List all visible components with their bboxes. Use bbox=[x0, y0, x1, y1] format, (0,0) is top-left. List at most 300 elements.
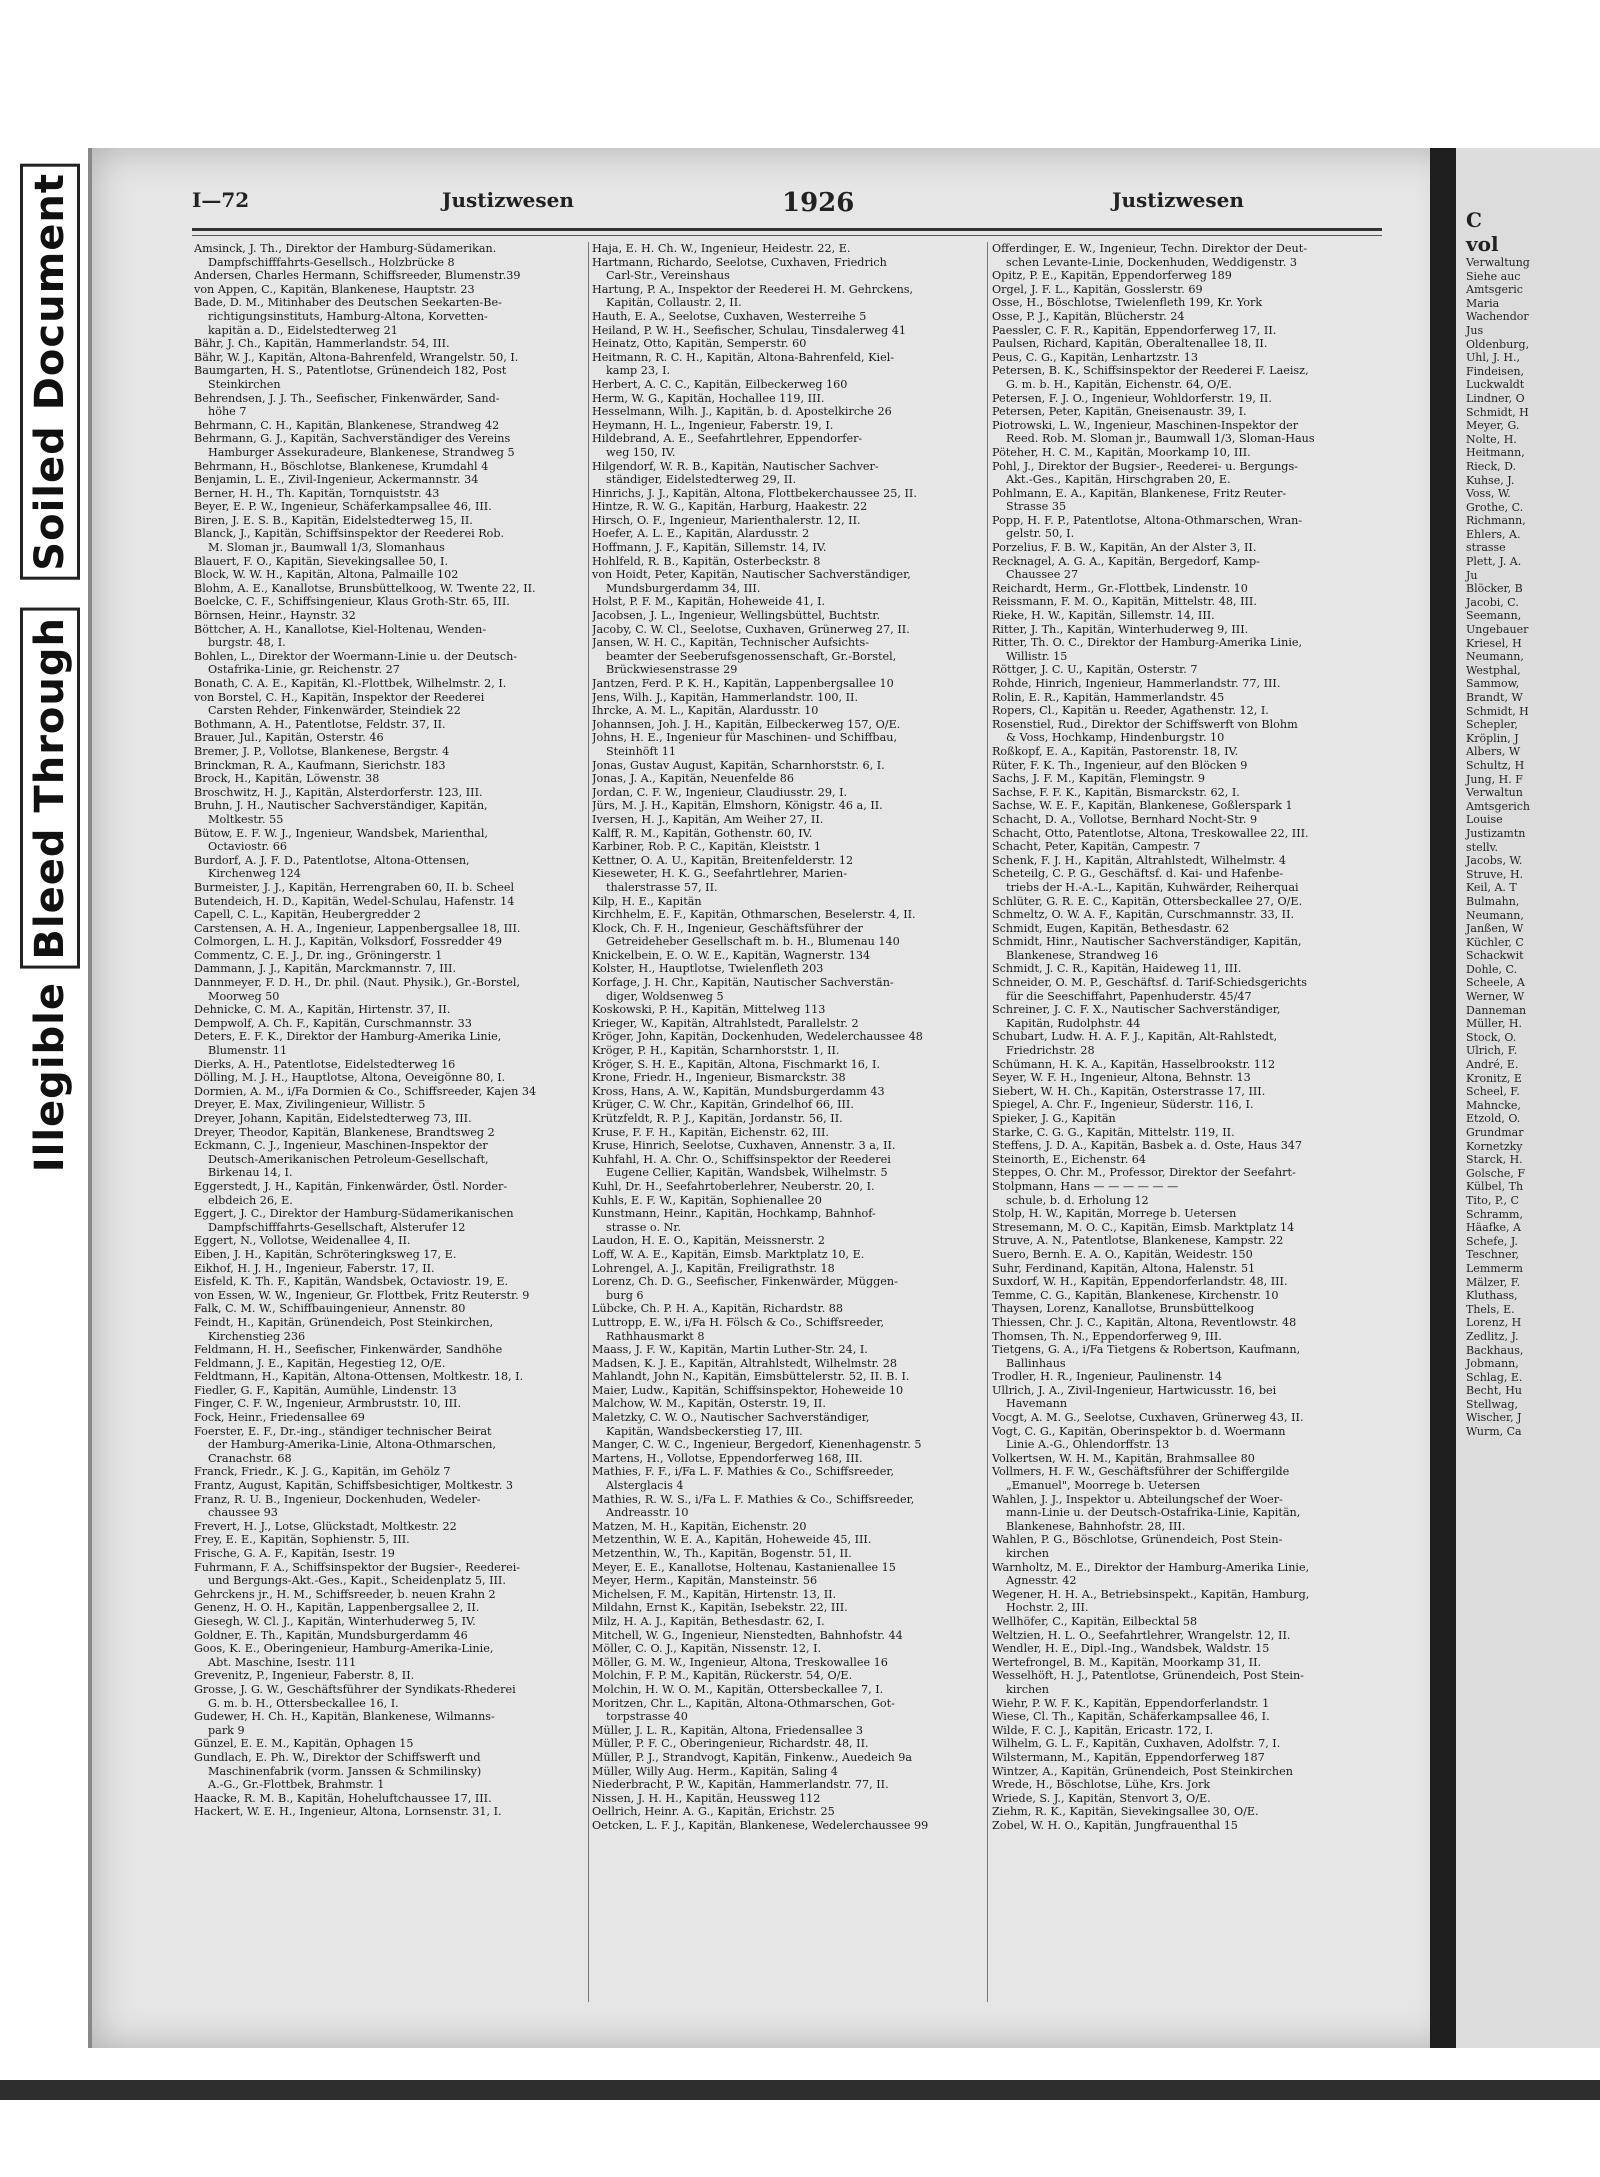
directory-entry: Schubart, Ludw. H. A. F. J., Kapitän, Alt-Rahlstedt, bbox=[992, 1030, 1278, 1044]
directory-entry: Warnholtz, M. E., Direktor der Hamburg-Amerika Linie, bbox=[992, 1560, 1310, 1574]
fragment-line: Becht, Hu bbox=[1466, 1384, 1522, 1398]
fragment-line: Scheel, F. bbox=[1466, 1085, 1520, 1099]
entry-continuation: Blumenstr. 11 bbox=[208, 1044, 288, 1058]
directory-entry: Rüter, F. K. Th., Ingenieur, auf den Blöcken 9 bbox=[992, 758, 1248, 772]
entry-continuation: ständiger, Eidelstedterweg 29, II. bbox=[606, 473, 797, 487]
fragment-line: Ehlers, A. bbox=[1466, 527, 1521, 541]
directory-entry: Seyer, W. F. H., Ingenieur, Altona, Behnstr. 13 bbox=[992, 1071, 1251, 1085]
fragment-line: Westphal, bbox=[1466, 663, 1521, 677]
directory-entry: Mathies, R. W. S., i/Fa L. F. Mathies & Co., Schiffsreeder, bbox=[592, 1492, 915, 1506]
directory-entry: von Appen, C., Kapitän, Blankenese, Hauptstr. 23 bbox=[194, 282, 475, 296]
directory-entry: Ritter, Th. O. C., Direktor der Hamburg-Amerika Linie, bbox=[992, 636, 1303, 650]
entry-continuation: Kirchenstieg 236 bbox=[208, 1329, 306, 1343]
directory-entry: Vocgt, A. M. G., Seelotse, Cuxhaven, Grünerweg 43, II. bbox=[992, 1411, 1304, 1425]
fragment-line: Heitmann, bbox=[1466, 446, 1525, 460]
entry-continuation: mann-Linie u. der Deutsch-Ostafrika-Linie, Kapitän, bbox=[1006, 1506, 1301, 1520]
directory-entry: Starke, C. G. G., Kapitän, Mittelstr. 119, II. bbox=[992, 1125, 1235, 1139]
directory-entry: Kilp, H. E., Kapitän bbox=[592, 894, 702, 908]
fragment-line: Neumann, bbox=[1466, 650, 1524, 664]
entry-continuation: Linie A.-G., Ohlendorffstr. 13 bbox=[1006, 1438, 1170, 1452]
directory-entry: Eisfeld, K. Th. F., Kapitän, Wandsbek, Octaviostr. 19, E. bbox=[194, 1275, 509, 1289]
fragment-line: Grothe, C. bbox=[1466, 500, 1524, 514]
header-year: 1926 bbox=[782, 188, 855, 218]
directory-entry: Klock, Ch. F. H., Ingenieur, Geschäftsführer der bbox=[592, 921, 863, 935]
directory-entry: Müller, P. F. C., Oberingenieur, Richardstr. 48, II. bbox=[592, 1737, 869, 1751]
directory-entry: Bähr, W. J., Kapitän, Altona-Bahrenfeld, Wrangelstr. 50, I. bbox=[194, 350, 519, 364]
entry-continuation: Cranachstr. 68 bbox=[208, 1451, 292, 1465]
fragment-line: Ungebauer bbox=[1466, 623, 1529, 637]
entry-continuation: der Hamburg-Amerika-Linie, Altona-Othmarschen, bbox=[208, 1438, 497, 1452]
directory-entry: Matzen, M. H., Kapitän, Eichenstr. 20 bbox=[592, 1519, 807, 1533]
directory-entry: Nissen, J. H. H., Kapitän, Heussweg 112 bbox=[592, 1791, 821, 1805]
entry-continuation: Carsten Rehder, Finkenwärder, Steindiek 22 bbox=[208, 704, 461, 718]
directory-entry: Piotrowski, L. W., Ingenieur, Maschinen-Inspektor der bbox=[992, 418, 1299, 432]
entry-continuation: Eugene Cellier, Kapitän, Wandsbek, Wilhelmstr. 5 bbox=[606, 1166, 888, 1180]
fragment-line: Amtsgeric bbox=[1466, 283, 1523, 297]
entry-continuation: beamter der Seeberufsgenossenschaft, Gr.-Borstel, bbox=[606, 649, 897, 663]
directory-entry: Wendler, H. E., Dipl.-Ing., Wandsbek, Waldstr. 15 bbox=[992, 1642, 1270, 1656]
directory-entry: Knickelbein, E. O. W. E., Kapitän, Wagnerstr. 134 bbox=[592, 948, 871, 962]
directory-entry: Rolin, E. R., Kapitän, Hammerlandstr. 45 bbox=[992, 690, 1225, 704]
entry-continuation: gelstr. 50, I. bbox=[1006, 527, 1075, 541]
directory-entry: Pohlmann, E. A., Kapitän, Blankenese, Fritz Reuter- bbox=[992, 486, 1287, 500]
directory-entry: Luttropp, E. W., i/Fa H. Fölsch & Co., Schiffsreeder, bbox=[592, 1315, 885, 1329]
fragment-line: Schefe, J. bbox=[1466, 1234, 1518, 1248]
directory-entry: Oellrich, Heinr. A. G., Kapitän, Erichstr. 25 bbox=[592, 1805, 835, 1819]
directory-entry: Eggert, J. C., Direktor der Hamburg-Südamerikanischen bbox=[194, 1207, 514, 1221]
directory-entry: Feldmann, H. H., Seefischer, Finkenwärder, Sandhöhe bbox=[194, 1343, 503, 1357]
fragment-line: Keil, A. T bbox=[1466, 881, 1517, 895]
fragment-line: Jus bbox=[1466, 323, 1484, 337]
side-label-strip bbox=[18, 150, 82, 1540]
fragment-line: Thels, E. bbox=[1466, 1302, 1515, 1316]
directory-entry: Frey, E. E., Kapitän, Sophienstr. 5, III. bbox=[194, 1533, 410, 1547]
entry-continuation: Brückwiesenstrasse 29 bbox=[606, 663, 738, 677]
fragment-line: Wurm, Ca bbox=[1466, 1425, 1522, 1439]
fragment-line: Rieck, D. bbox=[1466, 459, 1517, 473]
fragment-line: Starck, H. bbox=[1466, 1153, 1523, 1167]
directory-entry: Jens, Wilh. J., Kapitän, Hammerlandstr. 100, II. bbox=[592, 690, 859, 704]
directory-entry: Brinckman, R. A., Kaufmann, Sierichstr. 183 bbox=[194, 758, 446, 772]
document-page bbox=[88, 148, 1456, 2048]
directory-entry: Benjamin, L. E., Zivil-Ingenieur, Ackermannstr. 34 bbox=[194, 473, 479, 487]
directory-entry: Temme, C. G., Kapitän, Blankenese, Kirchenstr. 10 bbox=[992, 1288, 1279, 1302]
directory-entry: Wiehr, P. W. F. K., Kapitän, Eppendorferlandstr. 1 bbox=[992, 1696, 1270, 1710]
directory-entry: Struve, A. N., Patentlotse, Blankenese, Kampstr. 22 bbox=[992, 1234, 1284, 1248]
directory-entry: Petersen, Peter, Kapitän, Gneisenaustr. 39, I. bbox=[992, 405, 1247, 419]
fragment-line: Voss, W. bbox=[1466, 487, 1511, 501]
directory-entry: Bruhn, J. H., Nautischer Sachverständiger, Kapitän, bbox=[194, 799, 488, 813]
directory-entry: Herm, W. G., Kapitän, Hochallee 119, III. bbox=[592, 391, 825, 405]
directory-entry: Jordan, C. F. W., Ingenieur, Claudiusstr. 29, I. bbox=[592, 785, 848, 799]
directory-entry: Gudewer, H. Ch. H., Kapitän, Blankenese, Wilmanns- bbox=[194, 1710, 495, 1724]
directory-entry: Schenk, F. J. H., Kapitän, Altrahlstedt, Wilhelmstr. 4 bbox=[992, 853, 1287, 867]
fragment-line: stellv. bbox=[1466, 840, 1499, 854]
fragment-line: Stellwag, bbox=[1466, 1397, 1519, 1411]
entry-continuation: Steinhöft 11 bbox=[606, 744, 676, 758]
right-running-title: Justizwesen bbox=[1112, 188, 1244, 212]
entry-continuation: Steinkirchen bbox=[208, 377, 281, 391]
entry-continuation: strasse o. Nr. bbox=[606, 1220, 682, 1234]
entry-continuation: Maschinenfabrik (vorm. Janssen & Schmilinsky) bbox=[208, 1764, 482, 1778]
label-illegible: Illegible bbox=[27, 982, 73, 1173]
directory-entry: Roßkopf, E. A., Kapitän, Pastorenstr. 18, IV. bbox=[992, 744, 1239, 758]
directory-entry: Krieger, W., Kapitän, Altrahlstedt, Parallelstr. 2 bbox=[592, 1016, 859, 1030]
directory-entry: Burdorf, A. J. F. D., Patentlotse, Altona-Ottensen, bbox=[194, 853, 470, 867]
directory-entry: Reichardt, Herm., Gr.-Flottbek, Lindenstr. 10 bbox=[992, 581, 1248, 595]
directory-entry: Loff, W. A. E., Kapitän, Eimsb. Marktplatz 10, E. bbox=[592, 1247, 865, 1261]
fragment-line: Kriesel, H bbox=[1466, 636, 1522, 650]
directory-entry: Eckmann, C. J., Ingenieur, Maschinen-Inspektor der bbox=[194, 1139, 488, 1153]
fragment-line: Stock, O. bbox=[1466, 1030, 1517, 1044]
entry-continuation: Ostafrika-Linie, gr. Reichenstr. 27 bbox=[208, 663, 400, 677]
directory-entry: Michelsen, F. M., Kapitän, Hirtenstr. 13, II. bbox=[592, 1587, 837, 1601]
page-number: I—72 bbox=[192, 188, 250, 212]
directory-entry: Grevenitz, P., Ingenieur, Faberstr. 8, II. bbox=[194, 1669, 415, 1683]
directory-entry: Frische, G. A. F., Kapitän, Isestr. 19 bbox=[194, 1547, 395, 1560]
entry-continuation: torpstrasse 40 bbox=[606, 1710, 688, 1724]
fragment-line: Luckwaldt bbox=[1466, 378, 1525, 392]
directory-entry: Krützfeldt, R. P. J., Kapitän, Jordanstr. 56, II. bbox=[592, 1112, 843, 1125]
directory-entry: Bade, D. M., Mitinhaber des Deutschen Seekarten-Be- bbox=[194, 296, 502, 310]
entry-continuation: höhe 7 bbox=[208, 405, 247, 419]
directory-entry: Lohrengel, A. J., Kapitän, Freiligrathstr. 18 bbox=[592, 1261, 835, 1275]
directory-entry: Steffens, J. D. A., Kapitän, Basbek a. d. Oste, Haus 347 bbox=[992, 1139, 1303, 1153]
directory-entry: Kruse, Hinrich, Seelotse, Cuxhaven, Annenstr. 3 a, II. bbox=[592, 1139, 896, 1153]
label-soiled-document: Soiled Document bbox=[20, 164, 80, 580]
column-middle bbox=[592, 242, 982, 1832]
directory-entry: Berner, H. H., Th. Kapitän, Tornquiststr. 43 bbox=[194, 486, 440, 500]
directory-entry: Dehnicke, C. M. A., Kapitän, Hirtenstr. 37, II. bbox=[194, 1003, 451, 1017]
directory-entry: von Hoidt, Peter, Kapitän, Nautischer Sachverständiger, bbox=[592, 568, 911, 582]
directory-entry: Petersen, B. K., Schiffsinspektor der Reederei F. Laeisz, bbox=[992, 364, 1309, 378]
directory-entry: Wriede, S. J., Kapitän, Stenvort 3, O/E. bbox=[992, 1791, 1211, 1805]
directory-entry: Steppes, O. Chr. M., Professor, Direktor der Seefahrt- bbox=[992, 1166, 1296, 1180]
directory-entry: Pöteher, H. C. M., Kapitän, Moorkamp 10, III. bbox=[992, 445, 1251, 459]
entry-continuation: kapitän a. D., Eidelstedterweg 21 bbox=[208, 323, 398, 337]
directory-entry: Wiese, Cl. Th., Kapitän, Schäferkampsallee 46, I. bbox=[992, 1710, 1270, 1724]
directory-entry: Moritzen, Chr. L., Kapitän, Altona-Othmarschen, Got- bbox=[592, 1696, 895, 1710]
fragment-line: Bulmahn, bbox=[1466, 894, 1520, 908]
directory-entry: Grosse, J. G. W., Geschäftsführer der Syndikats-Rhederei bbox=[194, 1682, 516, 1696]
directory-entry: Müller, J. L. R., Kapitän, Altona, Friedensallee 3 bbox=[592, 1723, 863, 1737]
directory-entry: Siebert, W. H. Ch., Kapitän, Osterstrasse 17, III. bbox=[992, 1084, 1266, 1098]
directory-entry: Genenz, H. O. H., Kapitän, Lappenbergsallee 2, II. bbox=[194, 1601, 480, 1615]
directory-entry: Eiben, J. H., Kapitän, Schröteringksweg 17, E. bbox=[194, 1247, 457, 1261]
directory-entry: Kirchhelm, E. F., Kapitän, Othmarschen, Beselerstr. 4, II. bbox=[592, 908, 916, 922]
directory-entry: Rosenstiel, Rud., Direktor der Schiffswerft von Blohm bbox=[992, 717, 1298, 731]
directory-entry: Herbert, A. C. C., Kapitän, Eilbeckerweg 160 bbox=[592, 377, 848, 391]
fragment-line: Schepler, bbox=[1466, 718, 1518, 732]
entry-continuation: und Bergungs-Akt.-Ges., Kapit., Scheidenplatz 5, III. bbox=[208, 1574, 506, 1588]
entry-continuation: Andreasstr. 10 bbox=[606, 1506, 689, 1520]
directory-entry: Biren, J. E. S. B., Kapitän, Eidelstedterweg 15, II. bbox=[194, 513, 473, 527]
directory-entry: Kolster, H., Hauptlotse, Twielenfleth 203 bbox=[592, 962, 824, 976]
directory-entry: Schmidt, Hinr., Nautischer Sachverständiger, Kapitän, bbox=[992, 935, 1302, 949]
directory-entry: Hoffmann, J. F., Kapitän, Sillemstr. 14, IV. bbox=[592, 541, 827, 555]
directory-entry: Gehrckens jr., H. M., Schiffsreeder, b. neuen Krahn 2 bbox=[194, 1587, 496, 1601]
fragment-line: Schramm, bbox=[1466, 1207, 1523, 1221]
directory-entry: Möller, G. M. W., Ingenieur, Altona, Treskowallee 16 bbox=[592, 1655, 888, 1669]
directory-entry: Zobel, W. H. O., Kapitän, Jungfrauenthal 15 bbox=[992, 1818, 1238, 1832]
entry-continuation: schen Levante-Linie, Dockenhuden, Weddigenstr. 3 bbox=[1006, 255, 1298, 269]
directory-entry: Hirsch, O. F., Ingenieur, Marienthalerstr. 12, II. bbox=[592, 513, 861, 527]
entry-continuation: M. Sloman jr., Baumwall 1/3, Slomanhaus bbox=[208, 541, 445, 555]
directory-entry: Schmeltz, O. W. A. F., Kapitän, Curschmannstr. 33, II. bbox=[992, 908, 1295, 922]
directory-entry: Bonath, C. A. E., Kapitän, Kl.-Flottbek, Wilhelmstr. 2, I. bbox=[194, 677, 507, 690]
directory-entry: Sachse, W. E. F., Kapitän, Blankenese, Goßlerspark 1 bbox=[992, 799, 1293, 813]
directory-entry: Burmeister, J. J., Kapitän, Herrengraben 60, II. b. Scheel bbox=[194, 880, 515, 894]
directory-entry: Fiedler, G. F., Kapitän, Aumühle, Lindenstr. 13 bbox=[194, 1383, 457, 1397]
directory-entry: Dreyer, Theodor, Kapitän, Blankenese, Brandtsweg 2 bbox=[194, 1125, 495, 1139]
fragment-line: Verwaltung bbox=[1466, 256, 1530, 269]
column-divider bbox=[987, 242, 988, 2002]
scan-bottom-edge bbox=[0, 2080, 1600, 2100]
directory-entry: Börnsen, Heinr., Haynstr. 32 bbox=[194, 609, 356, 623]
directory-entry: Scheteilg, C. P. G., Geschäftsf. d. Kai- und Hafenbe- bbox=[992, 867, 1284, 881]
directory-entry: Andersen, Charles Hermann, Schiffsreeder, Blumenstr.39 bbox=[194, 269, 521, 283]
fragment-line: Mälzer, F. bbox=[1466, 1275, 1521, 1289]
left-running-title: Justizwesen bbox=[442, 188, 574, 212]
directory-entry: Capell, C. L., Kapitän, Heubergredder 2 bbox=[194, 908, 421, 922]
directory-entry: Trodler, H. R., Ingenieur, Paulinenstr. 14 bbox=[992, 1370, 1223, 1384]
entry-continuation: diger, Woldsenweg 5 bbox=[606, 989, 724, 1003]
directory-entry: Behrmann, G. J., Kapitän, Sachverständiger des Vereins bbox=[194, 432, 511, 446]
column-divider bbox=[588, 242, 589, 2002]
entry-continuation: chaussee 93 bbox=[208, 1506, 278, 1520]
directory-entry: Brock, H., Kapitän, Löwenstr. 38 bbox=[194, 772, 380, 786]
fragment-line: Dohle, C. bbox=[1466, 962, 1518, 976]
fragment-line: Meyer, G. bbox=[1466, 419, 1520, 433]
directory-entry: Laudon, H. E. O., Kapitän, Meissnerstr. 2 bbox=[592, 1234, 825, 1248]
directory-entry: Hartung, P. A., Inspektor der Reederei H. M. Gehrckens, bbox=[592, 282, 914, 296]
directory-entry: Dempwolf, A. Ch. F., Kapitän, Curschmannstr. 33 bbox=[194, 1016, 472, 1030]
directory-entry: Günzel, E. E. M., Kapitän, Ophagen 15 bbox=[194, 1737, 414, 1751]
fragment-line: André, E. bbox=[1466, 1058, 1519, 1072]
directory-entry: Feldtmann, H., Kapitän, Altona-Ottensen, Moltkestr. 18, I. bbox=[194, 1370, 524, 1384]
directory-entry: Kröger, S. H. E., Kapitän, Altona, Fischmarkt 16, I. bbox=[592, 1057, 880, 1071]
entry-continuation: Hamburger Assekuradeure, Blankenese, Strandweg 5 bbox=[208, 445, 515, 459]
directory-entry: Rieke, H. W., Kapitän, Sillemstr. 14, III. bbox=[992, 609, 1215, 623]
entry-continuation: Alsterglacis 4 bbox=[606, 1479, 684, 1493]
directory-entry: Goldner, E. Th., Kapitän, Mundsburgerdamm 46 bbox=[194, 1628, 468, 1642]
entry-continuation: Blankenese, Strandweg 16 bbox=[1006, 948, 1159, 962]
directory-entry: Jansen, W. H. C., Kapitän, Technischer Aufsichts- bbox=[592, 636, 870, 650]
directory-entry: Beyer, E. P. W., Ingenieur, Schäferkampsallee 46, III. bbox=[194, 500, 492, 514]
fragment-line: Jacobs, W. bbox=[1466, 854, 1523, 868]
directory-entry: Dannmeyer, F. D. H., Dr. phil. (Naut. Physik.), Gr.-Borstel, bbox=[194, 976, 521, 990]
fragment-line: Tito, P., C bbox=[1466, 1193, 1519, 1207]
directory-entry: Sachse, F. F. K., Kapitän, Bismarckstr. 62, I. bbox=[992, 785, 1240, 799]
directory-entry: Milz, H. A. J., Kapitän, Bethesdastr. 62, I. bbox=[592, 1614, 825, 1628]
fragment-line: Golsche, F bbox=[1466, 1166, 1525, 1180]
directory-entry: Block, W. W. H., Kapitän, Altona, Palmaille 102 bbox=[194, 568, 459, 582]
directory-entry: Osse, H., Böschlotse, Twielenfleth 199, Kr. York bbox=[992, 296, 1263, 310]
directory-entry: Krone, Friedr. H., Ingenieur, Bismarckstr. 38 bbox=[592, 1071, 846, 1085]
directory-entry: Petersen, F. J. O., Ingenieur, Wohldorferstr. 19, II. bbox=[992, 391, 1272, 405]
directory-entry: Wegener, H. H. A., Betriebsinspekt., Kapitän, Hamburg, bbox=[992, 1587, 1310, 1601]
fragment-line: Siehe auc bbox=[1466, 269, 1521, 283]
directory-entry: Müller, Willy Aug. Herm., Kapitän, Saling 4 bbox=[592, 1764, 838, 1778]
directory-entry: Ritter, J. Th., Kapitän, Winterhuderweg 9, III. bbox=[992, 622, 1249, 636]
directory-entry: Hauth, E. A., Seelotse, Cuxhaven, Westerreihe 5 bbox=[592, 309, 867, 323]
directory-entry: Behrmann, C. H., Kapitän, Blankenese, Strandweg 42 bbox=[194, 418, 500, 432]
fragment-line: Janßen, W bbox=[1466, 922, 1524, 936]
directory-entry: Vollmers, H. F. W., Geschäftsführer der Schiffergilde bbox=[992, 1465, 1290, 1479]
directory-entry: Franck, Friedr., K. J. G., Kapitän, im Gehölz 7 bbox=[194, 1465, 451, 1479]
directory-entry: Ihrcke, A. M. L., Kapitän, Alardusstr. 10 bbox=[592, 704, 819, 718]
directory-entry: Suero, Bernh. E. A. O., Kapitän, Weidestr. 150 bbox=[992, 1247, 1253, 1261]
directory-entry: Spiegel, A. Chr. F., Ingenieur, Süderstr. 116, I. bbox=[992, 1098, 1254, 1112]
directory-entry: Schacht, Peter, Kapitän, Campestr. 7 bbox=[992, 840, 1201, 854]
entry-continuation: A.-G., Gr.-Flottbek, Brahmstr. 1 bbox=[208, 1778, 385, 1792]
directory-entry: Johns, H. E., Ingenieur für Maschinen- und Schiffbau, bbox=[592, 731, 898, 745]
fragment-line: Uhl, J. H., bbox=[1466, 351, 1521, 365]
directory-entry: Ullrich, J. A., Zivil-Ingenieur, Hartwicusstr. 16, bei bbox=[992, 1383, 1277, 1397]
entry-continuation: Blankenese, Bahnhofstr. 28, III. bbox=[1006, 1519, 1186, 1533]
directory-entry: Kalff, R. M., Kapitän, Gothenstr. 60, IV. bbox=[592, 826, 813, 840]
directory-entry: Wertefrongel, B. M., Kapitän, Moorkamp 31, II. bbox=[992, 1655, 1262, 1669]
entry-continuation: weg 150, IV. bbox=[606, 445, 676, 459]
entry-continuation: „Emanuel", Moorrege b. Uetersen bbox=[1006, 1479, 1201, 1493]
directory-entry: Kieseweter, H. K. G., Seefahrtlehrer, Marien- bbox=[592, 867, 848, 881]
directory-entry: Molchin, F. P. M., Kapitän, Rückerstr. 54, O/E. bbox=[592, 1669, 853, 1683]
directory-entry: Wrede, H., Böschlotse, Lühe, Krs. Jork bbox=[992, 1778, 1211, 1792]
fragment-line: Schmidt, H bbox=[1466, 405, 1529, 419]
entry-continuation: Havemann bbox=[1006, 1397, 1068, 1411]
directory-entry: Suxdorf, W. H., Kapitän, Eppendorferlandstr. 48, III. bbox=[992, 1275, 1288, 1289]
directory-entry: Bohlen, L., Direktor der Woermann-Linie u. der Deutsch- bbox=[194, 649, 518, 663]
directory-entry: Reissmann, F. M. O., Kapitän, Mittelstr. 48, III. bbox=[992, 595, 1257, 609]
entry-continuation: elbdeich 26, E. bbox=[208, 1193, 293, 1207]
fragment-line: Kornetzky bbox=[1466, 1139, 1523, 1153]
entry-continuation: & Voss, Hochkamp, Hindenburgstr. 10 bbox=[1006, 731, 1225, 745]
directory-entry: Jacoby, C. W. Cl., Seelotse, Cuxhaven, Grünerweg 27, II. bbox=[592, 622, 910, 636]
directory-entry: Hackert, W. E. H., Ingenieur, Altona, Lornsenstr. 31, I. bbox=[194, 1805, 502, 1819]
directory-entry: Sachs, J. F. M., Kapitän, Flemingstr. 9 bbox=[992, 772, 1205, 786]
directory-entry: Volkertsen, W. H. M., Kapitän, Brahmsallee 80 bbox=[992, 1451, 1255, 1465]
entry-continuation: Dampfschifffahrts-Gesellsch., Holzbrücke 8 bbox=[208, 255, 455, 269]
entry-continuation: kamp 23, I. bbox=[606, 364, 671, 378]
directory-entry: Wintzer, A., Kapitän, Grünendeich, Post Steinkirchen bbox=[992, 1764, 1293, 1778]
fragment-line: Blöcker, B bbox=[1466, 582, 1523, 596]
directory-entry: Schmidt, Eugen, Kapitän, Bethesdastr. 62 bbox=[992, 921, 1230, 935]
directory-entry: Feldmann, J. E., Kapitän, Hegestieg 12, O/E. bbox=[194, 1356, 446, 1370]
fragment-line: Kröplin, J bbox=[1466, 731, 1519, 745]
fragment-line: Grundmar bbox=[1466, 1126, 1524, 1139]
fragment-line: Wischer, J bbox=[1466, 1411, 1522, 1425]
entry-continuation: park 9 bbox=[208, 1723, 245, 1737]
fragment-line: Lorenz, H bbox=[1466, 1316, 1522, 1330]
directory-entry: Paessler, C. F. R., Kapitän, Eppendorferweg 17, II. bbox=[992, 323, 1277, 337]
directory-entry: Bütow, E. F. W. J., Ingenieur, Wandsbek, Marienthal, bbox=[194, 826, 488, 840]
directory-entry: Jonas, Gustav August, Kapitän, Scharnhorststr. 6, I. bbox=[592, 758, 885, 772]
directory-entry: Fuhrmann, F. A., Schiffsinspektor der Bugsier-, Reederei- bbox=[194, 1560, 521, 1574]
fragment-line: strasse bbox=[1466, 541, 1506, 555]
directory-entry: Giesegh, W. Cl. J., Kapitän, Winterhuderweg 5, IV. bbox=[194, 1614, 476, 1628]
directory-entry: Opitz, P. E., Kapitän, Eppendorferweg 189 bbox=[992, 269, 1232, 283]
directory-entry: Mahlandt, John N., Kapitän, Eimsbüttelerstr. 52, II. B. I. bbox=[592, 1370, 910, 1384]
directory-entry: Jantzen, Ferd. P. K. H., Kapitän, Lappenbergsallee 10 bbox=[592, 677, 894, 690]
directory-entry: Schreiner, J. C. F. X., Nautischer Sachverständiger, bbox=[992, 1003, 1281, 1017]
header-rule bbox=[192, 228, 1382, 231]
label-bleed-through: Bleed Through bbox=[20, 608, 80, 969]
directory-entry: Peus, C. G., Kapitän, Lenhartzstr. 13 bbox=[992, 350, 1199, 364]
entry-continuation: triebs der H.-A.-L., Kapitän, Kuhwärder, Reiherquai bbox=[1006, 880, 1299, 894]
directory-entry: Spieker, J. G., Kapitän bbox=[992, 1112, 1116, 1125]
fragment-line: Oldenburg, bbox=[1466, 337, 1530, 351]
entry-continuation: schule, b. d. Erholung 12 bbox=[1006, 1193, 1149, 1207]
directory-entry: Amsinck, J. Th., Direktor der Hamburg-Südamerikan. bbox=[194, 242, 497, 255]
entry-continuation: Friedrichstr. 28 bbox=[1006, 1044, 1095, 1058]
fragment-line: Häafke, A bbox=[1466, 1221, 1521, 1235]
directory-entry: Behrendsen, J. J. Th., Seefischer, Finkenwärder, Sand- bbox=[194, 391, 500, 405]
directory-entry: Jürs, M. J. H., Kapitän, Elmshorn, Königstr. 46 a, II. bbox=[592, 799, 883, 813]
directory-entry: Bremer, J. P., Vollotse, Blankenese, Bergstr. 4 bbox=[194, 744, 450, 758]
directory-entry: Dormien, A. M., i/Fa Dormien & Co., Schiffsreeder, Kajen 34 bbox=[194, 1084, 537, 1098]
directory-entry: Dreyer, E. Max, Zivilingenieur, Willistr. 5 bbox=[194, 1098, 426, 1112]
directory-entry: von Essen, W. W., Ingenieur, Gr. Flottbek, Fritz Reuterstr. 9 bbox=[194, 1288, 530, 1302]
directory-entry: Bothmann, A. H., Patentlotse, Feldstr. 37, II. bbox=[194, 717, 446, 731]
directory-entry: Kröger, John, Kapitän, Dockenhuden, Wedelerchaussee 48 bbox=[592, 1030, 923, 1044]
directory-entry: Finger, C. F. W., Ingenieur, Armbruststr. 10, III. bbox=[194, 1397, 462, 1411]
fragment-text bbox=[1466, 208, 1530, 1439]
directory-entry: Kuhl, Dr. H., Seefahrtoberlehrer, Neuberstr. 20, I. bbox=[592, 1179, 875, 1193]
directory-entry: Dreyer, Johann, Kapitän, Eidelstedterweg 73, III. bbox=[194, 1112, 472, 1125]
directory-entry: Gundlach, E. Ph. W., Direktor der Schiffswerft und bbox=[194, 1750, 481, 1764]
fragment-line: Küchler, C bbox=[1466, 935, 1524, 949]
fragment-line: Teschner, bbox=[1466, 1248, 1520, 1262]
fragment-line: Seemann, bbox=[1466, 609, 1522, 623]
directory-entry: Hartmann, Richardo, Seelotse, Cuxhaven, Friedrich bbox=[592, 255, 887, 269]
entry-continuation: Abt. Maschine, Isestr. 111 bbox=[208, 1655, 357, 1669]
directory-entry: Frevert, H. J., Lotse, Glückstadt, Moltkestr. 22 bbox=[194, 1519, 457, 1533]
directory-entry: Blanck, J., Kapitän, Schiffsinspektor der Reederei Rob. bbox=[194, 527, 505, 541]
fragment-line: Schmidt, H bbox=[1466, 704, 1529, 718]
entry-continuation: G. m. b. H., Ottersbeckallee 16, I. bbox=[208, 1696, 399, 1710]
directory-entry: Stolp, H. W., Kapitän, Morrege b. Uetersen bbox=[992, 1207, 1237, 1221]
fragment-line: Backhaus, bbox=[1466, 1343, 1524, 1357]
adjacent-page-fragment bbox=[1456, 148, 1600, 2048]
fragment-line: Lindner, O bbox=[1466, 391, 1525, 405]
directory-entry: Maletzky, C. W. O., Nautischer Sachverständiger, bbox=[592, 1411, 870, 1425]
directory-entry: Mathies, F. F., i/Fa L. F. Mathies & Co., Schiffsreeder, bbox=[592, 1465, 894, 1479]
directory-entry: Oetcken, L. F. J., Kapitän, Blankenese, Wedelerchaussee 99 bbox=[592, 1818, 929, 1832]
fragment-line: Jacobi, C. bbox=[1466, 595, 1519, 609]
entry-continuation: Moorweg 50 bbox=[208, 989, 280, 1003]
directory-entry: Offerdinger, E. W., Ingenieur, Techn. Direktor der Deut- bbox=[992, 242, 1307, 255]
directory-entry: Eggert, N., Vollotse, Weidenallee 4, II. bbox=[194, 1234, 411, 1248]
directory-entry: Steinorth, E., Eichenstr. 64 bbox=[992, 1152, 1147, 1166]
entry-continuation: Agnesstr. 42 bbox=[1006, 1574, 1077, 1588]
fragment-line: Külbel, Th bbox=[1466, 1180, 1524, 1194]
fragment-line: Sammow, bbox=[1466, 677, 1520, 691]
directory-entry: Heymann, H. L., Ingenieur, Faberstr. 19, I. bbox=[592, 418, 834, 432]
directory-entry: Wilde, F. C. J., Kapitän, Ericastr. 172, I. bbox=[992, 1723, 1214, 1737]
fragment-line: Schlag, E. bbox=[1466, 1370, 1523, 1384]
directory-entry: Rohde, Hinrich, Ingenieur, Hammerlandstr. 77, III. bbox=[992, 677, 1281, 690]
fragment-line: Jobmann, bbox=[1466, 1357, 1519, 1371]
fragment-line: Plett, J. A. bbox=[1466, 555, 1522, 569]
directory-entry: Karbiner, Rob. P. C., Kapitän, Kleiststr. 1 bbox=[592, 840, 822, 854]
fragment-line: Neumann, bbox=[1466, 908, 1524, 922]
fragment-line: Louise bbox=[1466, 813, 1503, 827]
fragment-line: Albers, W bbox=[1466, 745, 1521, 759]
directory-entry: Hoefer, A. L. E., Kapitän, Alardusstr. 2 bbox=[592, 527, 810, 541]
directory-entry: Behrmann, H., Böschlotse, Blankenese, Krumdahl 4 bbox=[194, 459, 489, 473]
directory-entry: Goos, K. E., Oberingenieur, Hamburg-Amerika-Linie, bbox=[194, 1642, 494, 1656]
fragment-line: Schackwit bbox=[1466, 949, 1524, 963]
